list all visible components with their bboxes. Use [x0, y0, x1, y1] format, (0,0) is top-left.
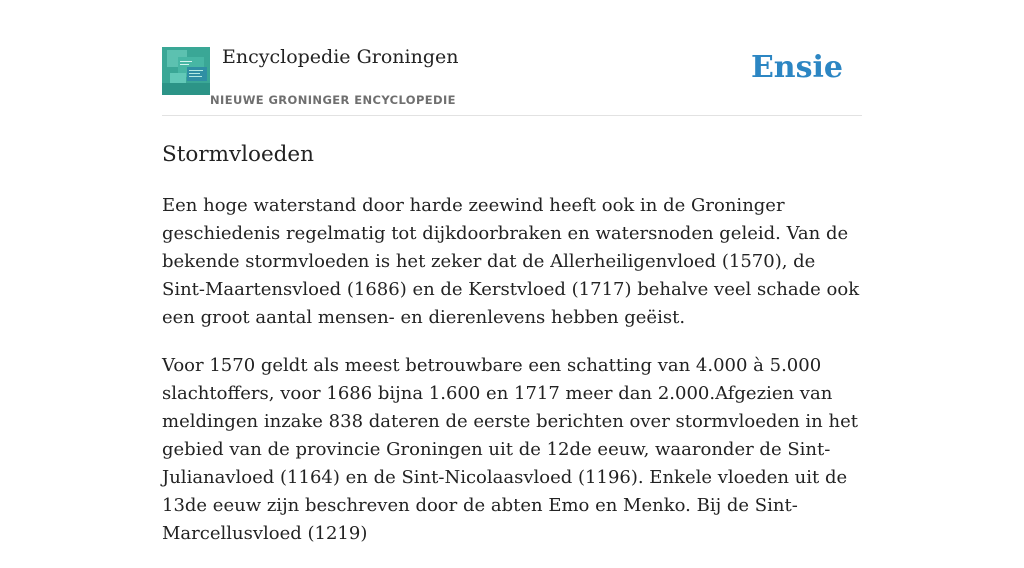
article: [162, 138, 864, 568]
site-title[interactable]: Encyclopedie Groningen: [222, 46, 459, 68]
encyclopedia-logo[interactable]: [162, 47, 210, 95]
ensie-brand-logo[interactable]: Ensie: [750, 50, 843, 85]
article-paragraph: Voor 1570 geldt als meest betrouwbare een schatting van 4.000 à 5.000 slachtoffers, voor 1686 bijna 1.600 en 1717 meer dan 2.000.Afgezien van meldingen inzake 838 dateren de eerste berichten over stormvloeden in het gebied van de provincie Groningen uit de 12de eeuw, waaronder de Sint-Julianavloed (1164) en de Sint-Nicolaasvloed (1196). Enkele vloeden uit de 13de eeuw zijn beschreven door de abten Emo en Menko. Bij de Sint-Marcellusvloed (1219): [162, 355, 858, 544]
encyclopedia-logo-image: [162, 47, 210, 95]
site-subtitle: NIEUWE GRONINGER ENCYCLOPEDIE: [210, 93, 456, 107]
site-header: [162, 40, 862, 116]
article-title: Stormvloeden: [162, 142, 315, 167]
article-paragraph: Een hoge waterstand door harde zeewind heeft ook in de Groninger geschiedenis regelmatig tot dijkdoorbraken en watersnoden geleid. Van de bekende stormvloeden is het zeker dat de Allerheiligenvloed (1570), de Sint-Maartensvloed (1686) en de Kerstvloed (1717) behalve veel schade ook een groot aantal mensen- en dierenlevens hebben geëist.: [162, 195, 860, 328]
